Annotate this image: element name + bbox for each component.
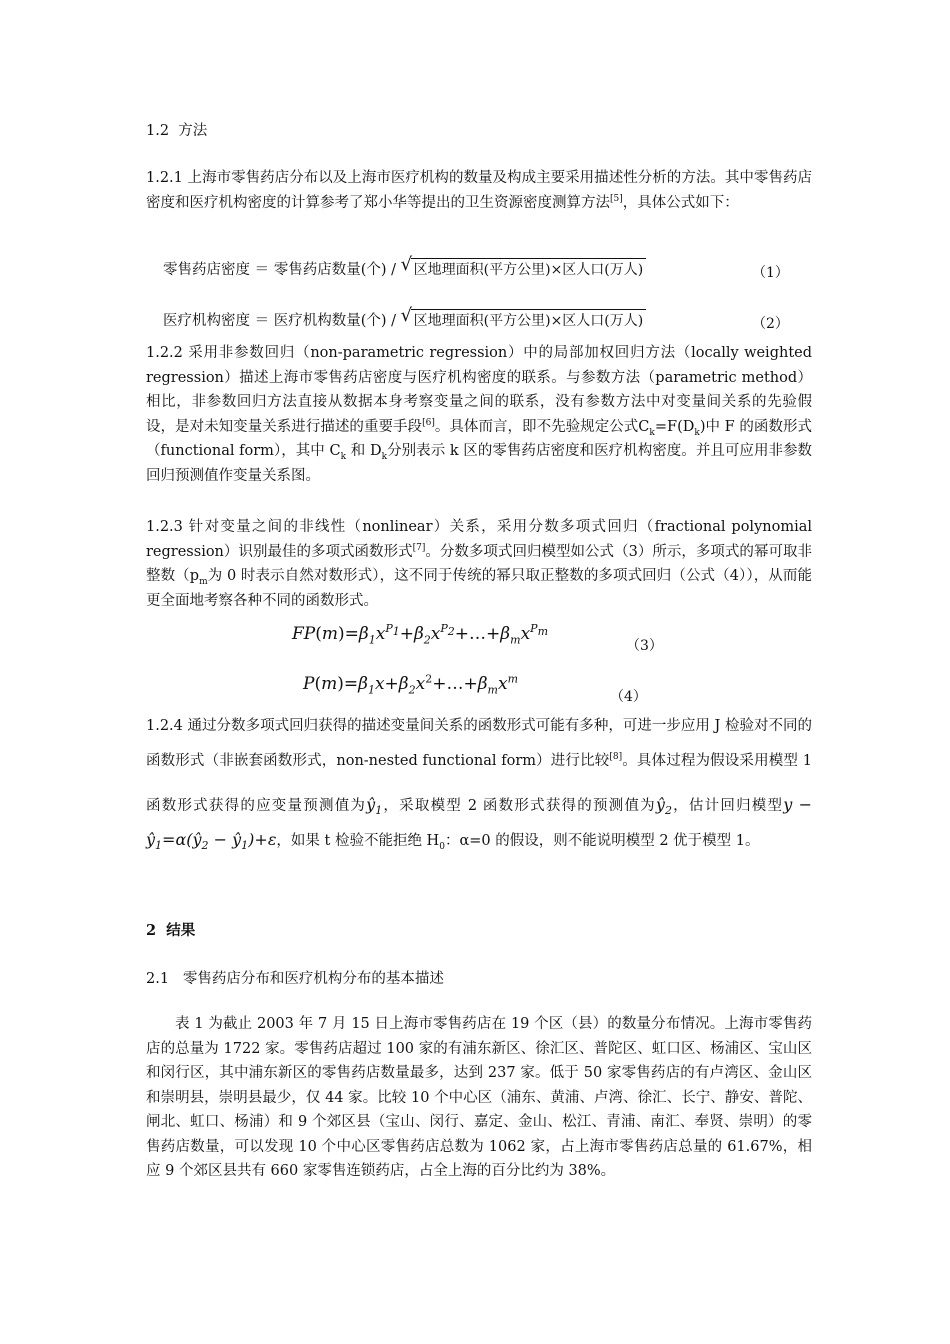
equation-number-2: （2） [752,316,789,332]
paragraph-1-2-3: 1.2.3 针对变量之间的非线性（nonlinear）关系，采用分数多项式回归（fractional polynomial regression）识别最佳的多项式函数形式[7]。分数多项式回归模型如公式（3）所示，多项式的幂可取非整数（$p_m$为 0 时表示自然对数形式），这不同于传统的幂只取正整数的多项式回归（公式（4）），从而能更全面地考察各种不同的函数形式。 [146,519,812,609]
formula-3: $FP(m)=\beta_1x^{P_1}+\beta_2x^{P_2}+\dots+\beta_mx^{P_m}$ [292,622,548,647]
equation-number-1: （1） [752,265,789,281]
section-heading-2: 2 结果 [146,922,196,939]
y1-hat: $ŷ_1$ [366,794,383,817]
equation-number-4: （4） [610,689,647,705]
section-heading-1-2: 1.2 方法 [146,123,208,139]
reference-5: [5] [610,193,623,204]
reference-6: [6] [422,417,435,428]
regression-model: $y - ŷ_1=\alpha(ŷ_2$ − $ŷ_1)+\varepsilon$ [146,794,813,852]
square-root: √ 区地理面积(平方公里)×区人口(万人) [401,258,647,279]
paragraph-1-2-2: 1.2.2 采用非参数回归（non-parametric regression）中的局部加权回归方法（locally weighted regression）描述上海市零售药店密度与医疗机构密度的联系。与参数方法（parametric method）相比，非参数回归方法直接从数据本身考察变量之间的联系，没有参数方法中对变量间关系的先验假设，是对未知变量关系进行描述的重要手段[6]。具体而言，即不先验规定公式$C_k=F(D_k)$中 F 的函数形式（functional form），其中 $C_k$ 和 $D_k$分别表示 k 区的零售药店密度和医疗机构密度。并且可应用非参数回归预测值作变量关系图。 [146,345,813,484]
section-heading-2-1: 2.1 零售药店分布和医疗机构分布的基本描述 [146,971,444,987]
reference-7: [7] [412,542,426,553]
paragraph-1-2-4: 1.2.4 通过分数多项式回归获得的描述变量间关系的函数形式可能有多种，可进一步应用 J 检验对不同的函数形式（非嵌套函数形式，non-nested functional form）进行比较[8]。具体过程为假设采用模型 1 函数形式获得的应变量预测值为$ŷ_1$，采取模型 2 函数形式获得的预测值为$ŷ_2$，估计回归模型$y - ŷ_1=\alpha(ŷ_2$ − $ŷ_1)+\varepsilon$，如果 t 检验不能拒绝 $H_0$：α=0 的假设，则不能说明模型 2 优于模型 1。 [146,718,813,852]
paragraph-1-2-1: 1.2.1 上海市零售药店分布以及上海市医疗机构的数量及构成主要采用描述性分析的方法。其中零售药店密度和医疗机构密度的计算参考了郑小华等提出的卫生资源密度测算方法[5]，具体公式如下： [146,170,813,211]
formula-1: 零售药店密度 ＝ 零售药店数量(个) / √ 区地理面积(平方公里)×区人口(万人) [163,258,646,279]
formula-4: $P(m)=\beta_1x+\beta_2x^2+\dots+\beta_mx^m$ [303,672,518,697]
equation-number-3: （3） [626,638,663,654]
reference-8: [8] [609,751,623,762]
paragraph-2-1: 表 1 为截止 2003 年 7 月 15 日上海市零售药店在 19 个区（县）的数量分布情况。上海市零售药店的总量为 1722 家。零售药店超过 100 家的有浦东新区、徐汇区、普陀区、虹口区、杨浦区、宝山区和闵行区，其中浦东新区的零售药店数量最多，达到 237 家。低于 50 家零售药店的有卢湾区、金山区和崇明县，崇明县最少，仅 44 家。比较 10 个中心区（浦东、黄浦、卢湾、徐汇、长宁、静安、普陀、闸北、虹口、杨浦）和 9 个郊区县（宝山、闵行、嘉定、金山、松江、青浦、南汇、奉贤、崇明）的零售药店数量，可以发现 10 个中心区零售药店总数为 1062 家，占上海市零售药店总量的 61.67%，相应 9 个郊区县共有 660 家零售连锁药店，占全上海的百分比约为 38%。 [146,1016,812,1179]
square-root: √ 区地理面积(平方公里)×区人口(万人) [401,309,647,330]
y2-hat: $ŷ_2$ [655,794,672,817]
formula-2: 医疗机构密度 ＝ 医疗机构数量(个) / √ 区地理面积(平方公里)×区人口(万人) [163,309,646,330]
